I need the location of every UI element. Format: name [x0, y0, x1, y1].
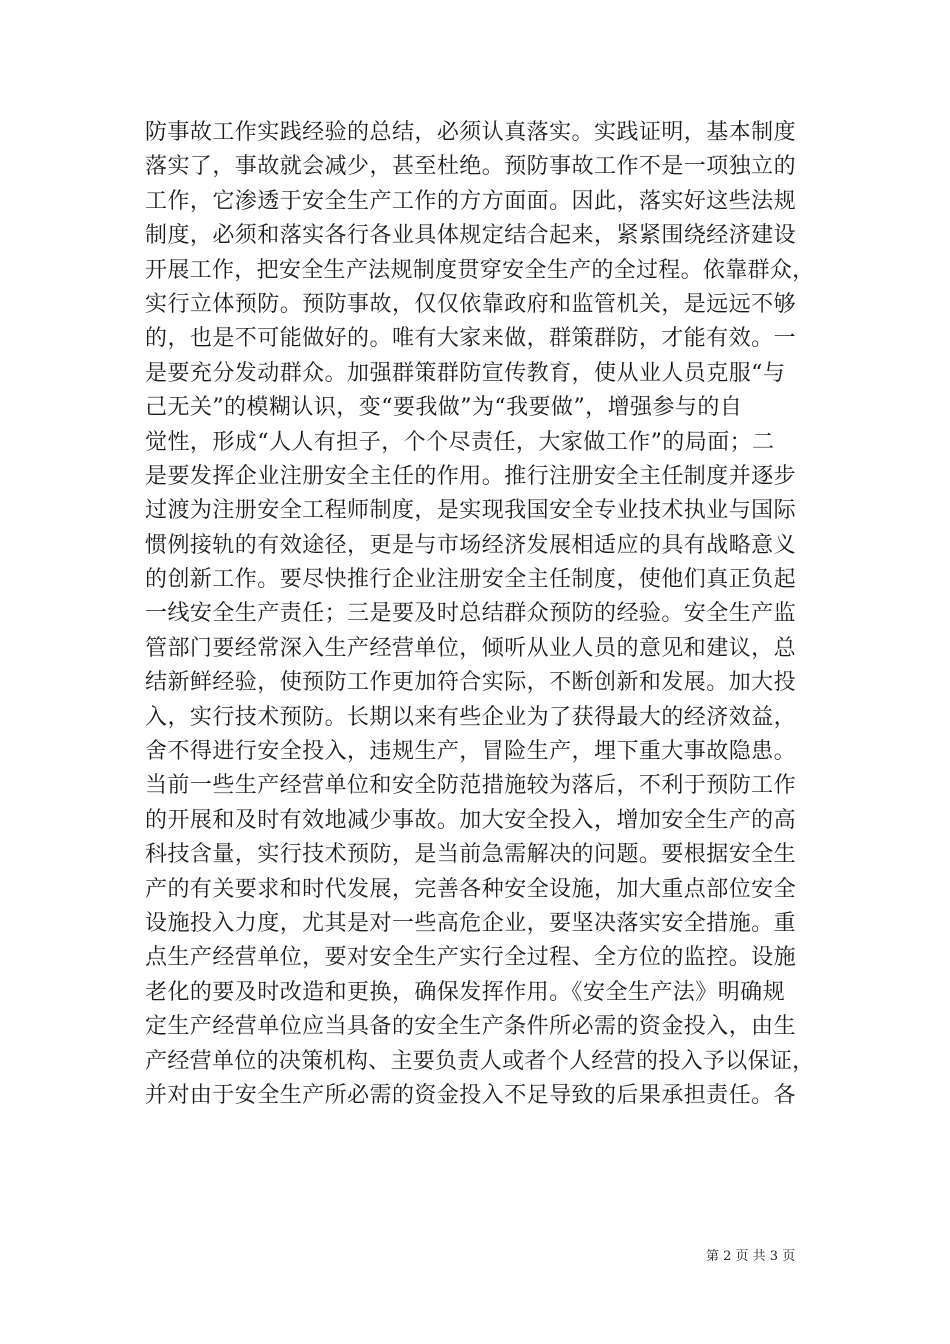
text-line: 舍不得进行安全投入，违规生产，冒险生产，埋下重大事故隐患。: [145, 739, 797, 765]
text-line: 是要充分发动群众。加强群策群防宣传教育，使从业人员克服“与: [145, 360, 786, 386]
text-line: 入，实行技术预防。长期以来有些企业为了获得最大的经济效益，: [145, 704, 797, 730]
text-line: 觉性，形成“人人有担子，个个尽责任，大家做工作”的局面；二: [145, 429, 775, 455]
text-line: 定生产经营单位应当具备的安全生产条件所必需的资金投入，由生: [145, 1014, 797, 1040]
text-line: 产经营单位的决策机构、主要负责人或者个人经营的投入予以保证，: [145, 1048, 815, 1074]
text-line: 产的有关要求和时代发展，完善各种安全设施，加大重点部位安全: [145, 876, 797, 902]
text-line: 点生产经营单位，要对安全生产实行全过程、全方位的监控。设施: [145, 945, 797, 971]
text-line: 防事故工作实践经验的总结，必须认真落实。实践证明，基本制度: [145, 120, 797, 145]
text-line: 的，也是不可能做好的。唯有大家来做，群策群防，才能有效。一: [145, 326, 797, 352]
text-line: 惯例接轨的有效途径，更是与市场经济发展相适应的具有战略意义: [145, 532, 797, 558]
text-line: 开展工作，把安全生产法规制度贯穿安全生产的全过程。依靠群众，: [145, 257, 815, 283]
page-number-footer: 第 2 页 共 3 页: [706, 1249, 796, 1264]
body-text: [145, 116, 815, 1113]
text-line: 是要发挥企业注册安全主任的作用。推行注册安全主任制度并逐步: [145, 463, 797, 489]
text-line: 工作，它渗透于安全生产工作的方方面面。因此，落实好这些法规: [145, 188, 797, 214]
text-line: 实行立体预防。预防事故，仅仅依靠政府和监管机关，是远远不够: [145, 291, 797, 317]
text-line: 一线安全生产责任；三是要及时总结群众预防的经验。安全生产监: [145, 601, 797, 627]
text-line: 设施投入力度，尤其是对一些高危企业，要坚决落实安全措施。重: [145, 910, 797, 936]
text-line: 落实了，事故就会减少，甚至杜绝。预防事故工作不是一项独立的: [145, 154, 797, 180]
text-line: 科技含量，实行技术预防，是当前急需解决的问题。要根据安全生: [145, 842, 797, 868]
text-line: 结新鲜经验，使预防工作更加符合实际，不断创新和发展。加大投: [145, 670, 797, 696]
text-line: 并对由于安全生产所必需的资金投入不足导致的后果承担责任。各: [145, 1082, 797, 1108]
text-line: 的开展和及时有效地减少事故。加大安全投入，增加安全生产的高: [145, 807, 797, 833]
text-line: 过渡为注册安全工程师制度，是实现我国安全专业技术执业与国际: [145, 498, 797, 524]
text-line: 制度，必须和落实各行各业具体规定结合起来，紧紧围绕经济建设: [145, 223, 797, 249]
text-line: 管部门要经常深入生产经营单位，倾听从业人员的意见和建议，总: [145, 635, 797, 661]
text-line: 的创新工作。要尽快推行企业注册安全主任制度，使他们真正负起: [145, 567, 797, 593]
text-line: 己无关”的模糊认识，变“要我做”为“我要做”，增强参与的自: [145, 395, 743, 421]
text-line: 老化的要及时改造和更换，确保发挥作用。《安全生产法》明确规: [145, 979, 786, 1005]
text-line: 当前一些生产经营单位和安全防范措施较为落后，不利于预防工作: [145, 773, 797, 799]
